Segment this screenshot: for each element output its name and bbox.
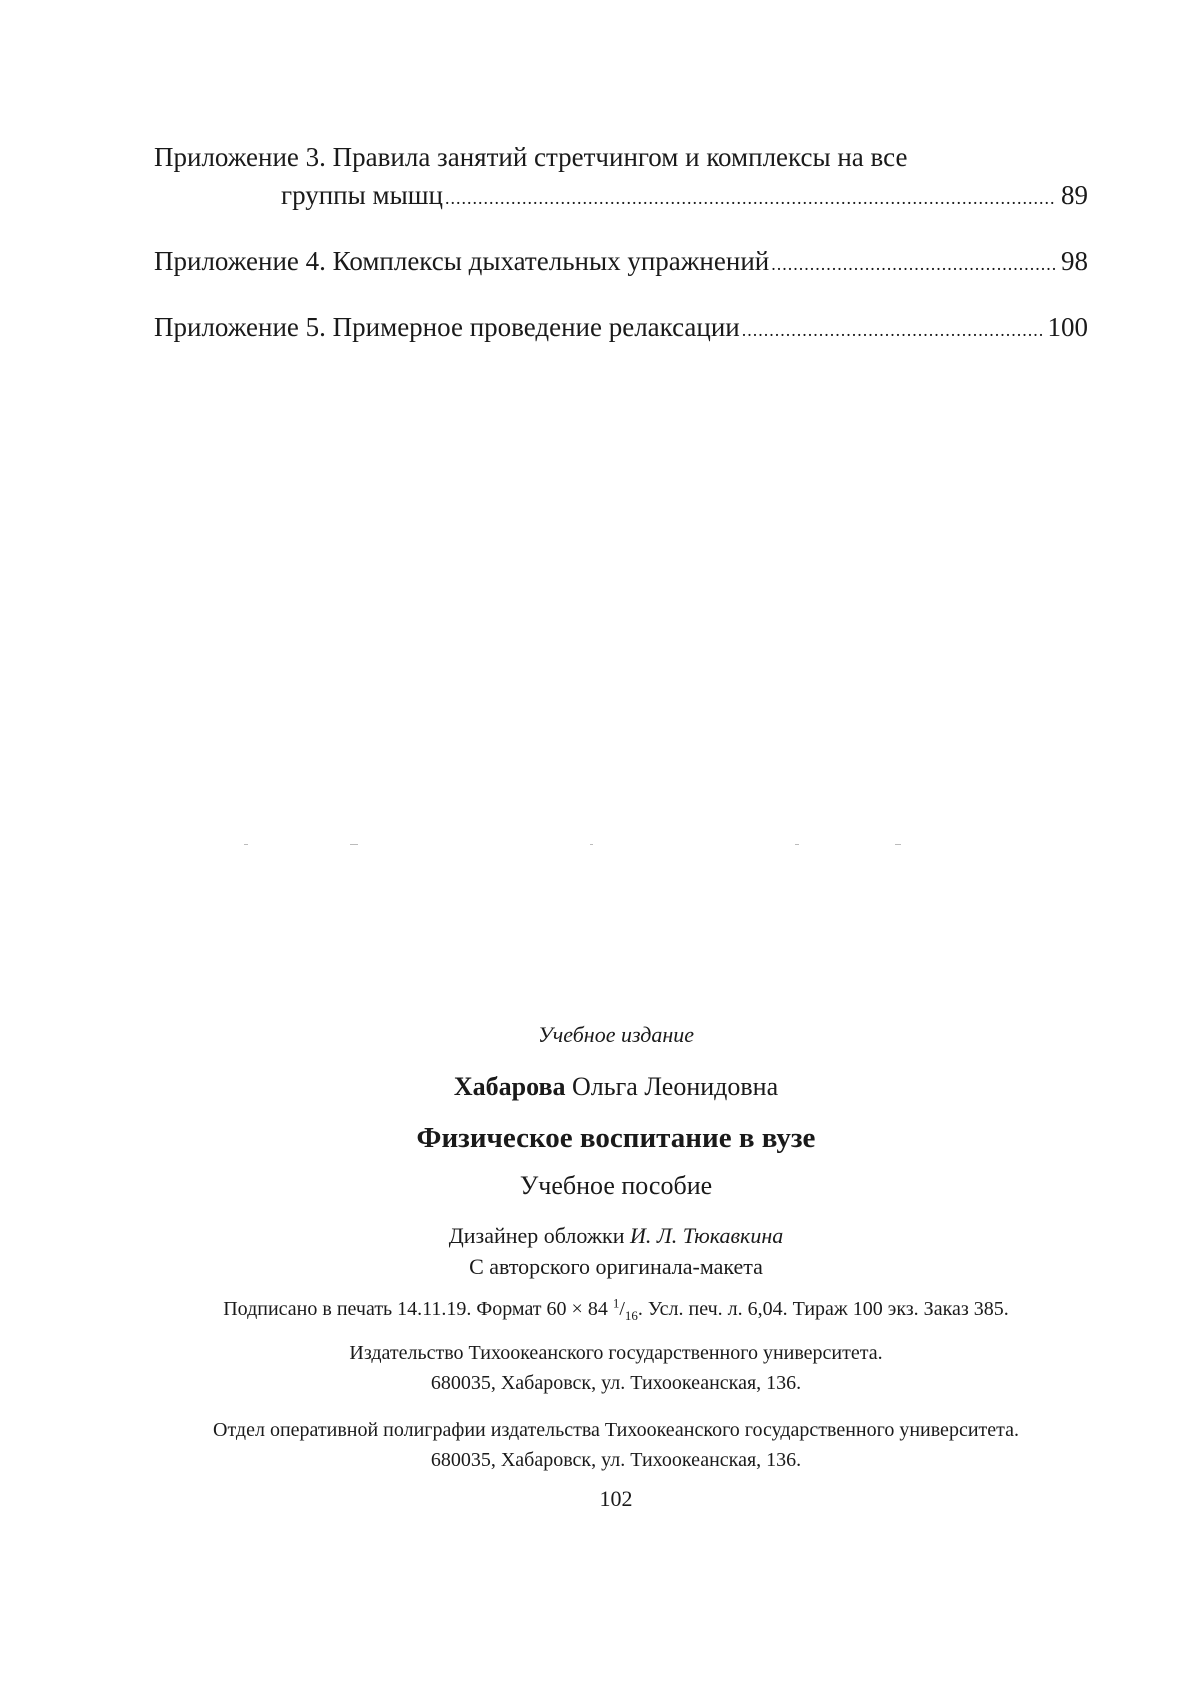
scan-speck (590, 844, 593, 845)
toc-entry-appendix-4[interactable] (154, 242, 1088, 283)
scan-speck (244, 844, 248, 845)
author-name (0, 1072, 1200, 1102)
printer-name: Отдел оперативной полиграфии издательства Тихоокеанского государственного университета. (213, 1419, 1019, 1441)
toc-entry-title-continuation: группы мышц (281, 180, 443, 210)
edition-kind: Учебное издание (537, 1022, 695, 1047)
printer-address: 680035, Хабаровск, ул. Тихоокеанская, 136. (430, 1449, 802, 1471)
format-fraction-slash: / (619, 1298, 625, 1320)
imprint-block (0, 1022, 1200, 1512)
designer-name: И. Л. Тюкавкина (630, 1223, 784, 1248)
scan-speck (895, 844, 901, 845)
publication-type: Учебное пособие (519, 1171, 713, 1200)
table-of-contents (154, 138, 1088, 374)
publisher-address: 680035, Хабаровск, ул. Тихоокеанская, 136. (430, 1372, 802, 1394)
toc-page-number: 100 (1047, 312, 1088, 342)
book-title: Физическое воспитание в вузе (416, 1122, 816, 1154)
author-surname: Хабарова (453, 1072, 566, 1101)
toc-page-number: 89 (1061, 180, 1088, 210)
scan-speck (795, 844, 799, 845)
print-info (0, 1295, 1200, 1323)
toc-entry-appendix-5[interactable] (154, 308, 1088, 349)
cover-designer (0, 1223, 1200, 1249)
publisher-name: Издательство Тихоокеанского государственного университета. (349, 1342, 883, 1364)
page-number: 102 (599, 1486, 633, 1511)
print-info-text: Подписано в печать 14.11.19. Формат 60 × 84 (223, 1298, 613, 1320)
toc-leader-dots (445, 179, 1054, 217)
toc-entry-title: Приложение 5. Примерное проведение релаксации (154, 312, 740, 342)
format-fraction-numerator: 1 (612, 1295, 620, 1311)
author-given-names: Ольга Леонидовна (572, 1072, 779, 1101)
toc-leader-dots (742, 311, 1042, 349)
format-fraction-denominator: 16 (624, 1308, 638, 1323)
toc-entry-title: Приложение 3. Правила занятий стретчингом и комплексы на все (154, 142, 908, 172)
layout-note: С авторского оригинала-макета (469, 1254, 763, 1279)
toc-leader-dots (771, 245, 1055, 283)
toc-page-number: 98 (1061, 246, 1088, 276)
toc-entry-appendix-3[interactable] (154, 138, 1088, 217)
printer-info (0, 1415, 1200, 1475)
print-info-text-tail: . Усл. печ. л. 6,04. Тираж 100 экз. Заказ 385. (637, 1298, 1009, 1320)
scan-speck (350, 844, 358, 845)
designer-label: Дизайнер обложки (448, 1223, 625, 1248)
toc-entry-title: Приложение 4. Комплексы дыхательных упражнений (154, 246, 770, 276)
publisher-info (0, 1338, 1200, 1398)
